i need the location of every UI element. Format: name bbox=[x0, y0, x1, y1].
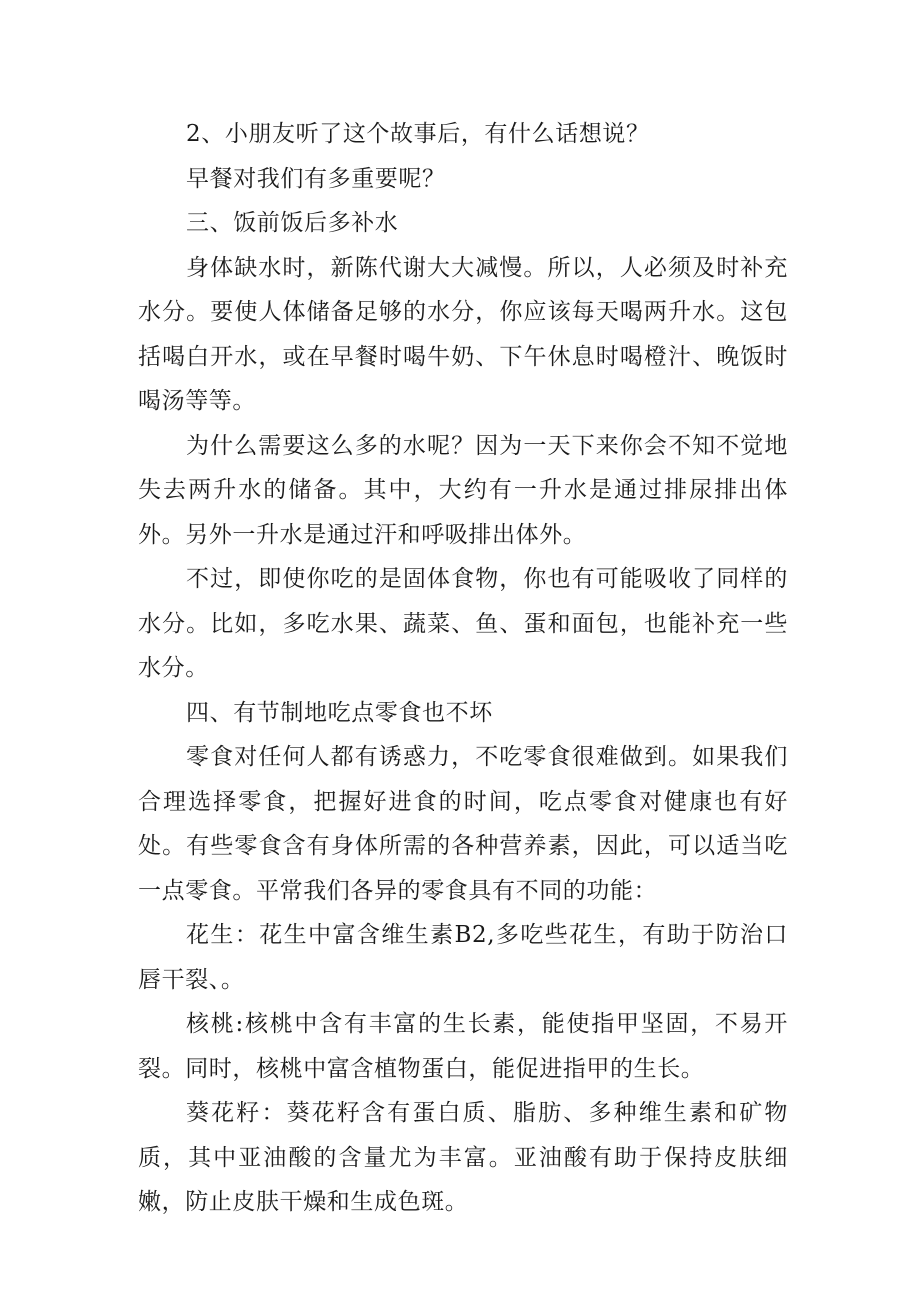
paragraph-why-water: 为什么需要这么多的水呢？因为一天下来你会不知不觉地失去两升水的储备。其中，大约有一升水是通过排尿排出体外。另外一升水是通过汗和呼吸排出体外。 bbox=[138, 432, 788, 548]
document-body bbox=[138, 112, 788, 1225]
paragraph-peanut: 花生：花生中富含维生素B2,多吃些花生，有助于防治口唇干裂、。 bbox=[138, 922, 788, 993]
section-heading-snacks: 四、有节制地吃点零食也不坏 bbox=[186, 699, 493, 726]
paragraph-question: 2、小朋友听了这个故事后，有什么话想说？ bbox=[186, 121, 650, 147]
paragraph-snacks-intro: 零食对任何人都有诱惑力，不吃零食很难做到。如果我们合理选择零食，把握好进食的时间，吃点零食对健康也有好处。有些零食含有身体所需的各种营养素，因此，可以适当吃一点零食。平常我们各异的零食具有不同的功能： bbox=[138, 744, 788, 904]
section-heading-water: 三、饭前饭后多补水 bbox=[186, 210, 399, 236]
paragraph-solid-food-water: 不过，即使你吃的是固体食物，你也有可能吸收了同样的水分。比如，多吃水果、蔬菜、鱼、蛋和面包，也能补充一些水分。 bbox=[138, 566, 788, 681]
paragraph-dehydration: 身体缺水时，新陈代谢大大减慢。所以，人必须及时补充水分。要使人体储备足够的水分，你应该每天喝两升水。这包括喝白开水，或在早餐时喝牛奶、下午休息时喝橙汁、晚饭时喝汤等等。 bbox=[138, 254, 788, 414]
paragraph-walnut: 核桃:核桃中含有丰富的生长素，能使指甲坚固，不易开裂。同时，核桃中富含植物蛋白，能促进指甲的生长。 bbox=[138, 1011, 788, 1082]
paragraph-sunflower-seed: 葵花籽：葵花籽含有蛋白质、脂肪、多种维生素和矿物质，其中亚油酸的含量尤为丰富。亚油酸有助于保持皮肤细嫩，防止皮肤干燥和生成色斑。 bbox=[138, 1100, 788, 1215]
paragraph-breakfast-importance: 早餐对我们有多重要呢？ bbox=[186, 165, 446, 192]
